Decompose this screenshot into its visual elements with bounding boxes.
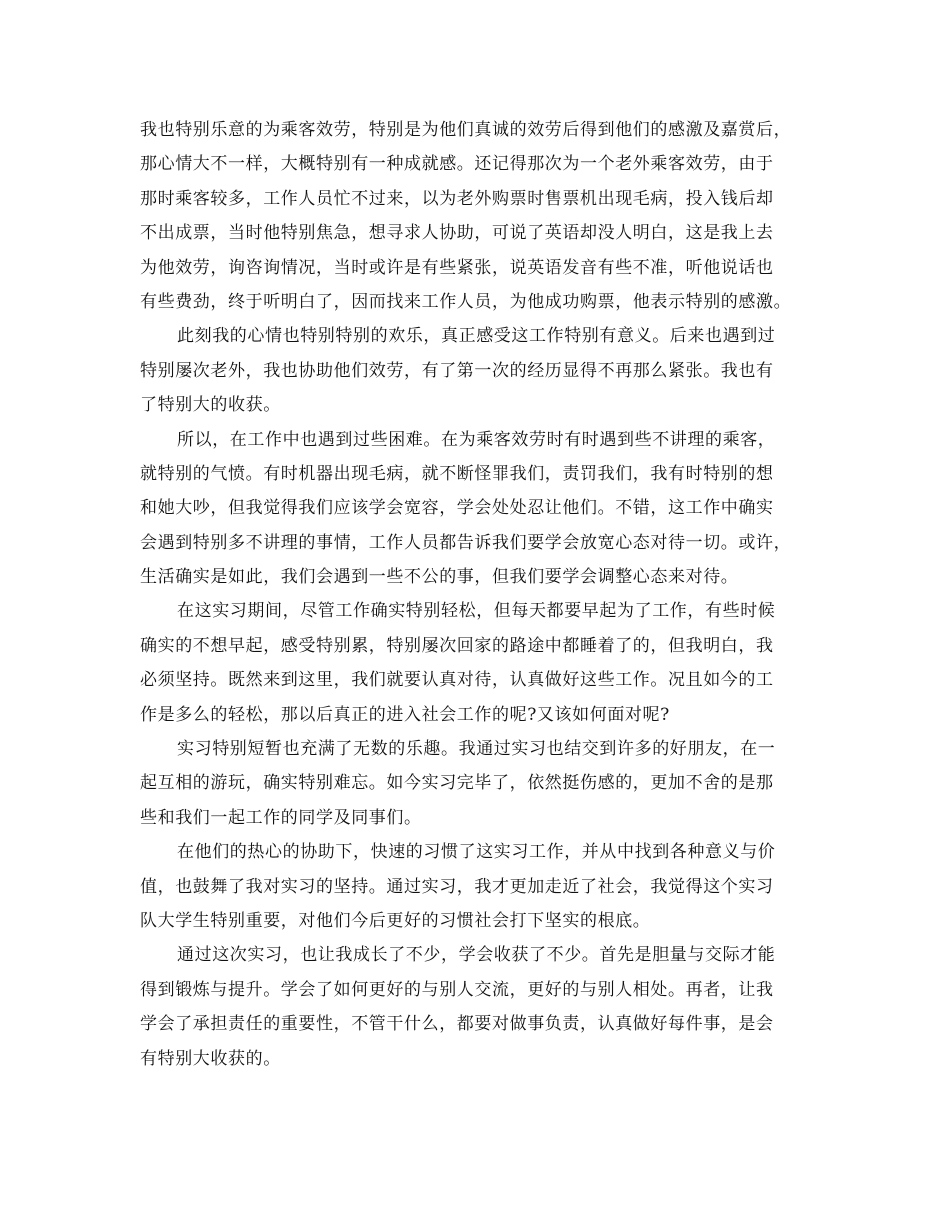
text-line: 那时乘客较多，工作人员忙不过来，以为老外购票时售票机出现毛病，投入钱后却 (140, 188, 774, 209)
document-body (140, 113, 820, 1076)
text-line: 了特别大的收获。 (140, 395, 281, 416)
text-line: 和她大吵，但我觉得我们应该学会宽容，学会处处忍让他们。不错，这工作中确实 (140, 498, 774, 519)
text-line: 为他效劳，询咨询情况，当时或许是有些紧张，说英语发音有些不准，听他说话也 (140, 257, 774, 278)
text-line: 学会了承担责任的重要性，不管干什么，都要对做事负责，认真做好每件事，是会 (140, 1014, 774, 1035)
paragraph-3 (140, 423, 820, 595)
paragraph-1 (140, 113, 820, 319)
text-line: 生活确实是如此，我们会遇到一些不公的事，但我们要学会调整心态来对待。 (140, 567, 739, 588)
text-line: 不出成票，当时他特别焦急，想寻求人协助，可说了英语却没人明白，这是我上去 (140, 223, 774, 244)
text-line: 得到锻炼与提升。学会了如何更好的与别人交流，更好的与别人相处。再者，让我 (140, 979, 774, 1000)
text-line: 特别屡次老外，我也协助他们效劳，有了第一次的经历显得不再那么紧张。我也有 (140, 360, 774, 381)
text-line: 实习特别短暂也充满了无数的乐趣。我通过实习也结交到许多的好朋友，在一 (177, 739, 776, 760)
text-line: 通过这次实习，也让我成长了不少，学会收获了不少。首先是胆量与交际才能 (177, 945, 776, 966)
paragraph-6 (140, 835, 820, 938)
text-line: 我也特别乐意的为乘客效劳，特别是为他们真诚的效劳后得到他们的感激及嘉赏后， (140, 120, 792, 140)
text-line: 必须坚持。既然来到这里，我们就要认真对待，认真做好这些工作。况且如今的工 (140, 670, 774, 691)
text-line: 此刻我的心情也特别特别的欢乐，真正感受这工作特别有意义。后来也遇到过 (177, 326, 776, 347)
paragraph-2 (140, 319, 820, 422)
paragraph-5 (140, 732, 820, 835)
text-line: 些和我们一起工作的同学及同事们。 (140, 807, 422, 828)
paragraph-7 (140, 938, 820, 1076)
text-line: 值，也鼓舞了我对实习的坚持。通过实习，我才更加走近了社会，我觉得这个实习 (140, 876, 774, 897)
text-line: 有些费劲，终于听明白了，因而找来工作人员，为他成功购票，他表示特别的感激。 (140, 291, 792, 312)
paragraph-4 (140, 594, 820, 732)
text-line: 确实的不想早起，感受特别累，特别屡次回家的路途中都睡着了的，但我明白，我 (140, 635, 774, 656)
text-line: 作是多么的轻松，那以后真正的进入社会工作的呢?又该如何面对呢? (140, 704, 670, 725)
text-line: 在他们的热心的协助下，快速的习惯了这实习工作，并从中找到各种意义与价 (177, 842, 776, 863)
text-line: 队大学生特别重要，对他们今后更好的习惯社会打下坚实的根底。 (140, 910, 651, 931)
text-line: 所以，在工作中也遇到过些困难。在为乘客效劳时有时遇到些不讲理的乘客， (177, 429, 776, 450)
text-line: 在这实习期间，尽管工作确实特别轻松，但每天都要早起为了工作，有些时候 (177, 601, 776, 622)
text-line: 就特别的气愤。有时机器出现毛病，就不断怪罪我们，责罚我们，我有时特别的想 (140, 463, 774, 484)
text-line: 会遇到特别多不讲理的事情，工作人员都告诉我们要学会放宽心态对待一切。或许， (140, 532, 792, 553)
text-line: 起互相的游玩，确实特别难忘。如今实习完毕了，依然挺伤感的，更加不舍的是那 (140, 773, 774, 794)
text-line: 有特别大收获的。 (140, 1048, 281, 1069)
text-line: 那心情大不一样，大概特别有一种成就感。还记得那次为一个老外乘客效劳，由于 (140, 154, 774, 175)
